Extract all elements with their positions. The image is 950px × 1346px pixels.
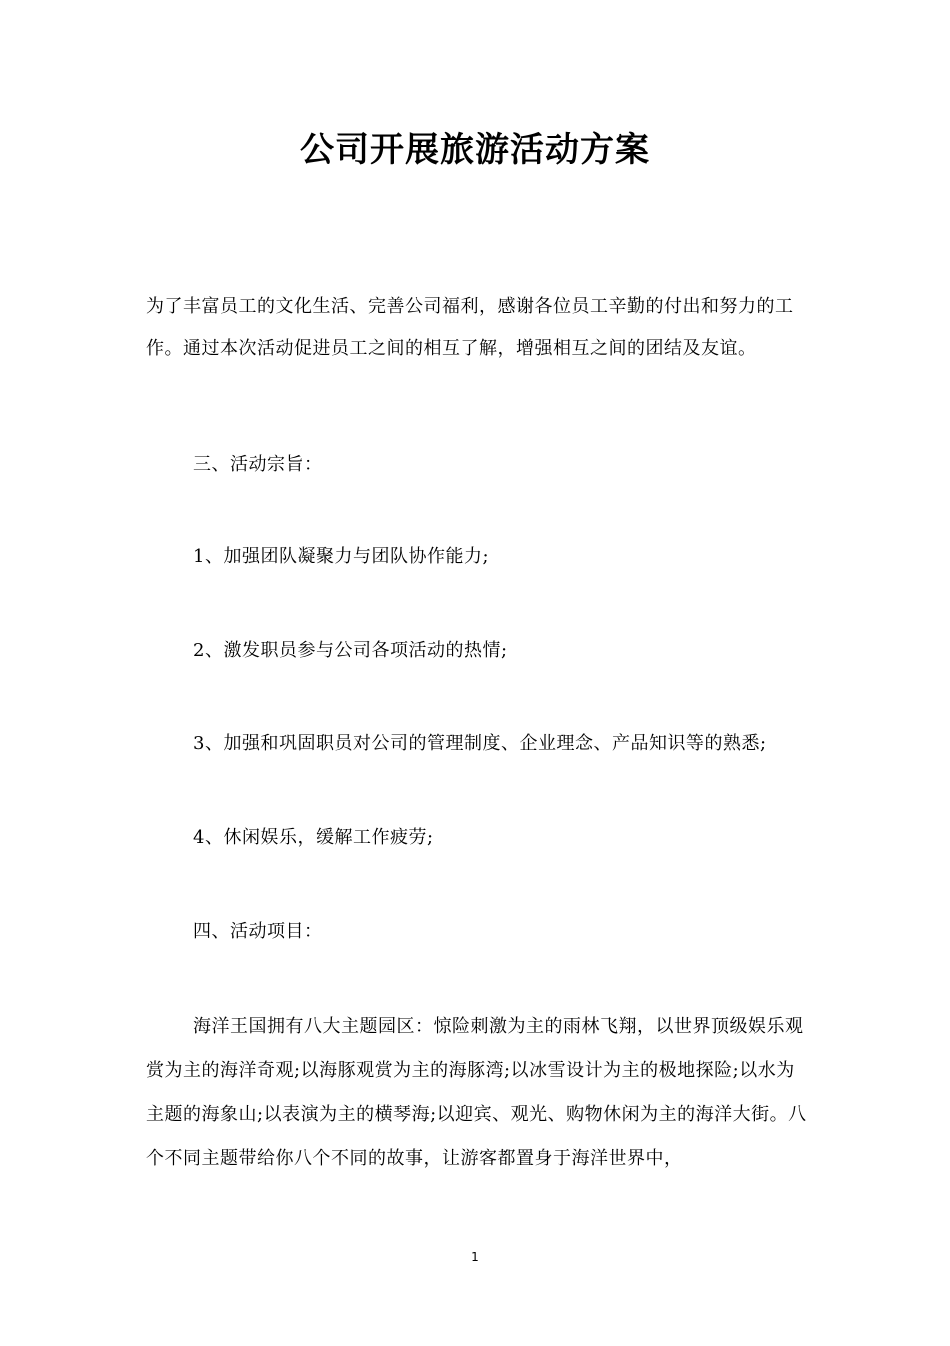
section-4-heading: 四、活动项目： bbox=[193, 921, 323, 942]
section-3-item-1: 1、加强团队凝聚力与团队协作能力; bbox=[193, 546, 490, 567]
intro-paragraph: 为了丰富员工的文化生活、完善公司福利，感谢各位员工辛勤的付出和努力的工作。通过本次活动促进员工之间的相互了解，增强相互之间的团结及友谊。 bbox=[146, 296, 794, 359]
section-4-body: 海洋王国拥有八大主题园区：惊险刺激为主的雨林飞翔，以世界顶级娱乐观赏为主的海洋奇观;以海豚观赏为主的海豚湾;以冰雪设计为主的极地探险;以水为主题的海象山;以表演为主的横琴海;以迎宾、观光、购物休闲为主的海洋大街。八个不同主题带给你八个不同的故事，让游客都置身于海洋世界中， bbox=[146, 1016, 807, 1169]
section-3-item-3: 3、加强和巩固职员对公司的管理制度、企业理念、产品知识等的熟悉; bbox=[193, 733, 767, 754]
section-3-item-2: 2、激发职员参与公司各项活动的热情; bbox=[193, 640, 508, 661]
document-title: 公司开展旅游活动方案 bbox=[300, 130, 650, 170]
section-3-heading: 三、活动宗旨： bbox=[193, 454, 323, 475]
page-number: 1 bbox=[471, 1250, 479, 1264]
section-3-item-4: 4、休闲娱乐，缓解工作疲劳; bbox=[193, 827, 434, 848]
